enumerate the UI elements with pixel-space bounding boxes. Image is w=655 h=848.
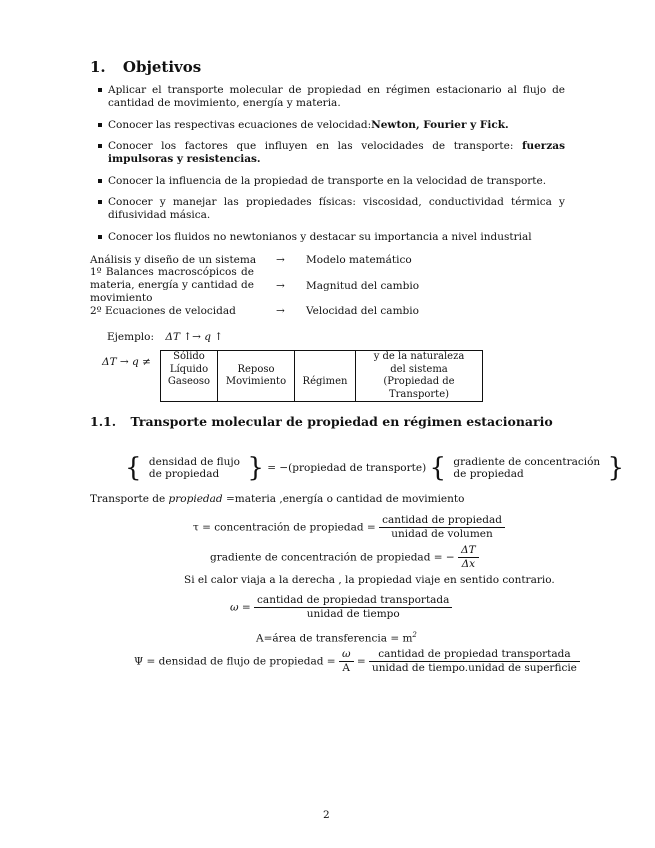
- page-number: 2: [323, 809, 330, 821]
- heat-direction-line: Si el calor viaja a la derecha , la propiedad viaje en sentido contrario.: [184, 574, 555, 586]
- analysis-row3-left: 2º Ecuaciones de velocidad: [90, 305, 236, 317]
- arrow-2: →: [276, 280, 285, 292]
- area-line: A=área de transferencia = $m^2$: [256, 631, 417, 645]
- list-item: Conocer y manejar las propiedades físicas: viscosidad, conductividad térmica y difusividad másica.: [108, 196, 565, 221]
- property-table: [160, 350, 483, 402]
- arrow-3: →: [276, 305, 285, 317]
- equation-tau: τ = concentración de propiedad = $\frac{\text{cantidad de propiedad}}{\text{unidad de volumen}}$: [193, 514, 505, 541]
- arrow-1: →: [276, 254, 285, 266]
- analysis-row2-left: 1º Balances macroscópicos de materia, energía y cantidad de movimiento: [90, 266, 254, 304]
- analysis-row3-right: Velocidad del cambio: [306, 305, 419, 317]
- list-item: Aplicar el transporte molecular de propiedad en régimen estacionario al flujo de cantidad de movimiento, energía y materia.: [108, 84, 565, 109]
- analysis-row2-right: Magnitud del cambio: [306, 280, 420, 292]
- table-row: Líquido Reposo del sistema: [161, 364, 483, 377]
- list-item: Conocer los fluidos no newtonianos y destacar su importancia a nivel industrial: [108, 231, 565, 244]
- table-row: Sólido y de la naturaleza: [161, 351, 483, 364]
- section-number: 1.: [90, 58, 106, 76]
- table-lhs: ΔT → q ≠: [102, 356, 151, 368]
- table-row: Gaseoso Movimiento Régimen (Propiedad de Transporte): [161, 376, 483, 402]
- equation-psi: Ψ = densidad de flujo de propiedad = $\frac{\omega}{A}$ = $\frac{\text{cantidad de propiedad transportada}}{\text{unidad de tiempo.unidad de superficie}}$: [134, 648, 580, 675]
- example-line: [107, 331, 223, 343]
- subsection-heading: [90, 414, 553, 429]
- section-heading: [90, 58, 201, 76]
- subsection-number: 1.1.: [90, 414, 117, 429]
- subsection-title: Transporte molecular de propiedad en régimen estacionario: [130, 414, 553, 429]
- equation-omega: ω = $\frac{\text{cantidad de propiedad transportada}}{\text{unidad de tiempo}}$: [230, 594, 452, 621]
- section-title: Objetivos: [122, 58, 202, 76]
- example-expr: ΔT ↑→ q ↑: [165, 331, 224, 343]
- equation-flux: { densidad de flujo de propiedad } = −(propiedad de transporte) { gradiente de concentración de propiedad }: [125, 453, 625, 483]
- transport-line: Transporte de propiedad =materia ,energía o cantidad de movimiento: [90, 493, 465, 505]
- equation-gradient: gradiente de concentración de propiedad = − $\frac{\Delta T}{\Delta x}$: [210, 544, 479, 571]
- analysis-row1-right: Modelo matemático: [306, 254, 412, 266]
- list-item: Conocer los factores que influyen en las velocidades de transporte: fuerzas impulsoras y resistencias.: [108, 140, 565, 165]
- analysis-row1-left: Análisis y diseño de un sistema: [90, 254, 257, 266]
- example-label: Ejemplo:: [107, 331, 155, 343]
- list-item: Conocer la influencia de la propiedad de transporte en la velocidad de transporte.: [108, 175, 565, 188]
- list-item: Conocer las respectivas ecuaciones de velocidad:Newton, Fourier y Fick.: [108, 119, 565, 132]
